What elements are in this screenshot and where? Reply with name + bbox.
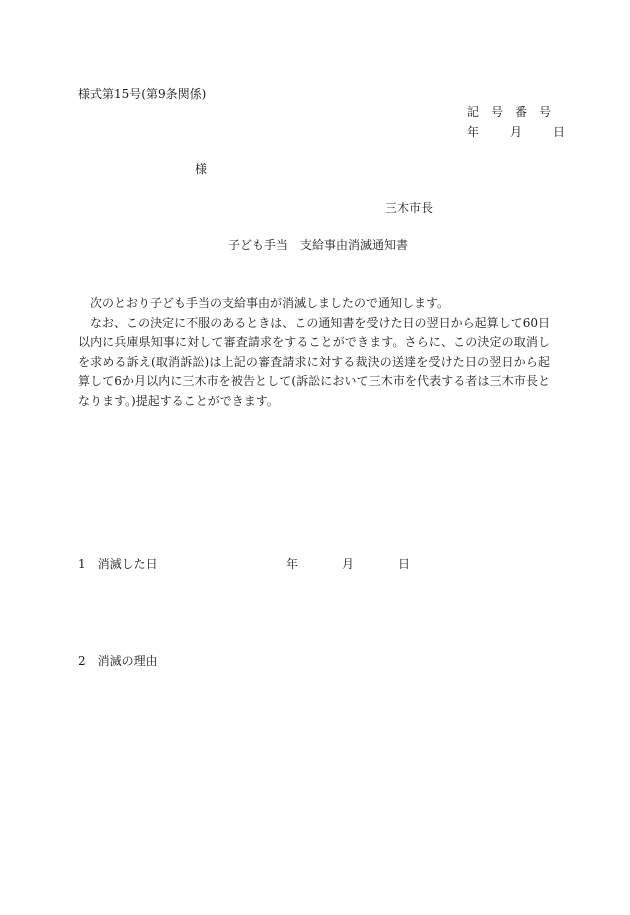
ref-char-ban: 番 — [515, 105, 528, 119]
item-1-date-fields — [286, 558, 410, 570]
title-part1: 子ども手当 — [228, 238, 289, 252]
item-2-label: 消滅の理由 — [97, 654, 158, 668]
body-text — [78, 294, 550, 411]
reference-number-line — [467, 106, 551, 118]
item-1-number: 1 — [78, 557, 86, 571]
issue-date-line — [467, 126, 565, 138]
item-1-label-line — [78, 558, 158, 570]
item-1-label: 消滅した日 — [97, 557, 158, 571]
ref-char-ki: 記 — [467, 105, 480, 119]
body-paragraph-2: なお、この決定に不服のあるときは、この通知書を受けた日の翌日から起算して60日以内に兵庫県知事に対して審査請求をすることができます。さらに、この決定の取消しを求める訴え(取消訴訟)は上記の審査請求に対する裁決の送達を受けた日の翌日から起算して6か月以内に三木市を被告として(訴訟において三木市を代表する者は三木市長となります。)提起することができます。 — [78, 315, 550, 408]
item-1-day: 日 — [398, 557, 411, 571]
ref-char-go2: 号 — [539, 105, 552, 119]
item-2-label-line — [78, 655, 158, 667]
ref-char-go: 号 — [491, 105, 504, 119]
addressee-suffix: 様 — [195, 162, 208, 176]
form-label: 様式第15号(第9条関係) — [78, 87, 207, 101]
date-year: 年 — [467, 125, 480, 139]
issuer-name: 三木市長 — [385, 201, 434, 215]
item-1-month: 月 — [342, 557, 355, 571]
item-1-year: 年 — [286, 557, 299, 571]
body-paragraph-1: 次のとおり子ども手当の支給事由が消滅しましたので通知します。 — [90, 296, 450, 310]
title-part2: 支給事由消滅通知書 — [300, 238, 409, 252]
document-title — [228, 239, 408, 251]
date-month: 月 — [510, 125, 523, 139]
date-day: 日 — [553, 125, 566, 139]
item-2-number: 2 — [78, 654, 86, 668]
